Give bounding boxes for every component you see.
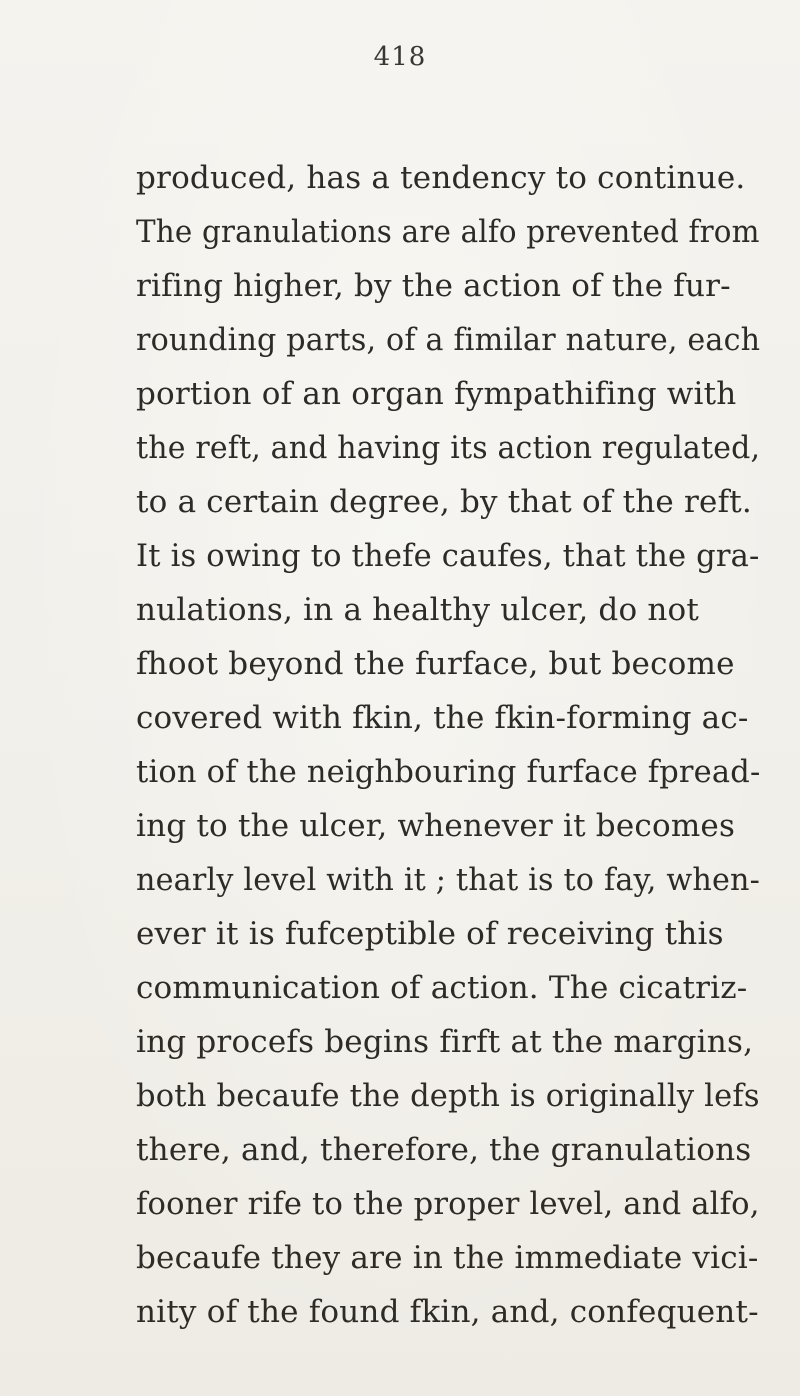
text-line-7: to a certain degree, by that of the reft. bbox=[136, 484, 752, 520]
text-line-1: produced, has a tendency to continue. bbox=[136, 160, 746, 196]
text-line-19: there, and, therefore, the granulations bbox=[136, 1132, 752, 1168]
text-line-20: fooner rife to the proper level, and alfo, bbox=[136, 1186, 760, 1222]
text-line-2: The granulations are alfo prevented from bbox=[136, 214, 760, 250]
text-line-3: rifing higher, by the action of the fur- bbox=[136, 268, 731, 304]
text-line-11: covered with fkin, the fkin-forming ac- bbox=[136, 700, 749, 736]
text-line-5: portion of an organ fympathifing with bbox=[136, 376, 737, 412]
text-line-21: becaufe they are in the immediate vici- bbox=[136, 1240, 759, 1276]
text-line-10: fhoot beyond the furface, but become bbox=[136, 646, 735, 682]
text-line-18: both becaufe the depth is originally lefs bbox=[136, 1078, 760, 1114]
text-line-6: the reft, and having its action regulated, bbox=[136, 430, 761, 466]
text-line-9: nulations, in a healthy ulcer, do not bbox=[136, 592, 700, 628]
text-line-16: communication of action. The cicatriz- bbox=[136, 970, 748, 1006]
text-line-14: nearly level with it ; that is to fay, when- bbox=[136, 862, 761, 898]
text-line-13: ing to the ulcer, whenever it becomes bbox=[136, 808, 736, 844]
page-number: 418 bbox=[373, 42, 427, 72]
text-line-22: nity of the found fkin, and, confequent- bbox=[136, 1294, 759, 1330]
text-line-17: ing procefs begins firft at the margins, bbox=[136, 1024, 754, 1060]
text-line-8: It is owing to thefe caufes, that the gra- bbox=[136, 538, 760, 574]
text-line-12: tion of the neighbouring furface fpread- bbox=[136, 754, 761, 790]
text-line-15: ever it is fufceptible of receiving this bbox=[136, 916, 724, 952]
text-line-4: rounding parts, of a fimilar nature, each bbox=[136, 322, 761, 358]
